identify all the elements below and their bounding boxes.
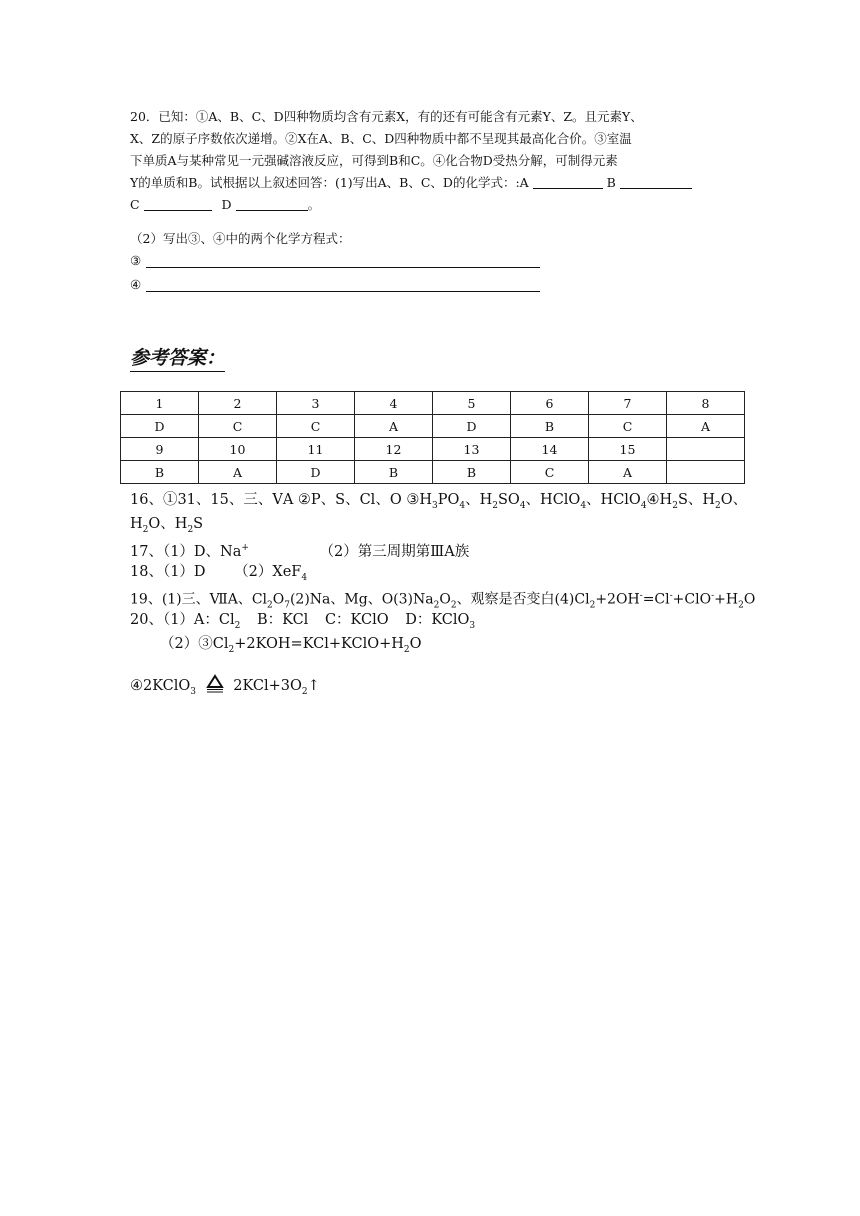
table-cell: 12 <box>355 438 433 461</box>
ans20-t1: 20、（1）A：Cl <box>130 612 235 628</box>
ans20-l2-t2: +2KOH=KCl+KClO+H <box>234 636 404 652</box>
table-cell: B <box>121 461 199 484</box>
ans20-l2-s2: 2 <box>403 644 410 655</box>
table-cell <box>667 461 745 484</box>
ans16-text-3: 、H <box>465 492 493 508</box>
ans16-l2-sub-1: 2 <box>142 524 149 535</box>
ans16-text-7: ④H <box>646 492 673 508</box>
equation-4-answer-line[interactable] <box>146 291 540 292</box>
ans16-l2-text-2: O、H <box>148 516 188 532</box>
ans16-l2-text-1: H <box>130 516 143 532</box>
table-cell: 6 <box>511 392 589 415</box>
table-cell: 8 <box>667 392 745 415</box>
ans17-text-1: 17、（1）D、Na <box>130 543 242 560</box>
ans20-l3-s1: 3 <box>190 686 197 697</box>
table-cell: C <box>199 415 277 438</box>
table-cell: 14 <box>511 438 589 461</box>
table-cell: C <box>589 415 667 438</box>
ans16-sub-8: 2 <box>715 500 721 511</box>
equation-3-marker: ③ <box>130 253 142 268</box>
table-cell: B <box>511 415 589 438</box>
ans19-sup1: - <box>639 591 643 601</box>
answer-blank-c[interactable] <box>144 196 212 211</box>
table-cell: C <box>277 415 355 438</box>
ans20-s1: 2 <box>234 620 241 631</box>
ans16-sub-7: 2 <box>672 500 678 511</box>
ans19-sup2: - <box>669 591 673 601</box>
ans16-text-9: O、 <box>720 492 748 508</box>
heat-delta-icon <box>205 674 225 694</box>
table-cell: D <box>121 415 199 438</box>
ans20-l3-t2: 2KCl+3O <box>233 678 302 694</box>
ans17-text-2: （2）第三周期第ⅢA族 <box>319 543 470 560</box>
question-20-line-4 <box>130 172 692 194</box>
ans16-sub-4: 4 <box>519 500 526 511</box>
table-cell: 15 <box>589 438 667 461</box>
table-cell: D <box>433 415 511 438</box>
ans17-sup: + <box>241 543 249 553</box>
gas-up-arrow-icon: ↑ <box>307 678 320 694</box>
ans18-text-2: （2）XeF <box>234 564 302 580</box>
ans16-l2-sub-2: 2 <box>187 524 194 535</box>
answer-blank-b[interactable] <box>620 174 692 189</box>
table-cell: 7 <box>589 392 667 415</box>
table-cell: B <box>433 461 511 484</box>
table-cell: 5 <box>433 392 511 415</box>
ans20-t3: C：KClO <box>324 612 389 628</box>
ans18-text-1: 18、（1）D <box>130 564 206 580</box>
label-d: D <box>221 197 232 212</box>
line-period: 。 <box>307 197 321 212</box>
ans16-text-8: S、H <box>677 492 716 508</box>
table-cell: 2 <box>199 392 277 415</box>
ans16-sub-6: 4 <box>640 500 647 511</box>
question-20-line-4-text: Y的单质和B。试根据以上叙述回答：(1)写出A、B、C、D的化学式：:A <box>130 175 529 190</box>
ans19-s1: 2 <box>267 600 273 611</box>
table-cell: A <box>199 461 277 484</box>
ans19-s2: 7 <box>284 600 290 611</box>
table-cell: B <box>355 461 433 484</box>
ans20-l3-s2: 2 <box>301 686 308 697</box>
answer-20-line-2 <box>160 632 422 662</box>
ans16-text-4: SO <box>497 492 520 508</box>
table-cell: 10 <box>199 438 277 461</box>
ans19-t7: =Cl <box>642 591 670 608</box>
question-20-line-2: X、Z的原子序数依次递增。②X在A、B、C、D四种物质中都不呈现其最高化合价。③室温 <box>130 131 632 146</box>
ans19-s4: 2 <box>450 600 457 611</box>
ans20-l2-s1: 2 <box>228 644 235 655</box>
ans19-t9: +H <box>714 591 739 608</box>
ans20-l3-t1: ④2KClO <box>130 678 191 694</box>
answer-20-line-3 <box>130 674 320 704</box>
ans16-text-5: 、HClO <box>525 492 581 508</box>
ans19-t6: +2OH <box>595 591 640 608</box>
table-cell: 13 <box>433 438 511 461</box>
ans19-t1: 19、(1)三、ⅦA、Cl <box>130 591 268 608</box>
ans19-s5: 2 <box>589 600 596 611</box>
table-cell: C <box>511 461 589 484</box>
table-cell: A <box>355 415 433 438</box>
ans19-t5: 、观察是否变白(4)Cl <box>456 591 590 608</box>
ans16-sub-2: 4 <box>459 500 466 511</box>
ans19-t3: (2)Na、Mg、O(3)Na <box>289 591 434 608</box>
ans16-sub-1: 3 <box>431 500 438 511</box>
ans20-t2: B：KCl <box>256 612 309 628</box>
table-cell: A <box>589 461 667 484</box>
table-cell: A <box>667 415 745 438</box>
table-row <box>121 392 745 415</box>
question-20-line-1: 20．已知：①A、B、C、D四种物质均含有元素X，有的还有可能含有元素Y、Z。且元素Y、 <box>130 109 643 124</box>
table-row <box>121 438 745 461</box>
answer-16-line-1 <box>130 488 747 518</box>
ans19-t2: O <box>272 591 285 608</box>
ans20-t4: D：KClO <box>405 612 470 628</box>
question-20-part-2: （2）写出③、④中的两个化学方程式： <box>130 231 351 246</box>
answers-heading: 参考答案： <box>130 343 225 372</box>
question-20-line-3: 下单质A与某种常见一元强碱溶液反应，可得到B和C。④化合物D受热分解，可制得元素 <box>130 153 618 168</box>
ans19-s3: 2 <box>433 600 440 611</box>
table-cell: 3 <box>277 392 355 415</box>
ans16-sub-3: 2 <box>492 500 498 511</box>
ans19-t4: O <box>439 591 451 608</box>
ans16-text-1: 16、①31、15、三、ⅤA ②P、S、Cl、O ③H <box>130 492 432 508</box>
ans19-sup3: - <box>711 591 715 601</box>
ans16-text-2: PO <box>437 492 460 508</box>
table-cell: 1 <box>121 392 199 415</box>
ans20-l2-t3: O <box>409 636 422 652</box>
label-b: B <box>606 175 616 190</box>
table-cell: 4 <box>355 392 433 415</box>
equation-4-marker: ④ <box>130 277 142 292</box>
answer-table <box>120 391 745 484</box>
question-20-line-5 <box>130 194 320 216</box>
ans20-l2-t1: （2）③Cl <box>160 636 229 652</box>
ans16-text-6: 、HClO <box>586 492 641 508</box>
ans19-t8: +ClO <box>672 591 712 608</box>
table-row <box>121 461 745 484</box>
table-cell: 11 <box>277 438 355 461</box>
ans16-l2-text-3: S <box>193 516 204 532</box>
answer-blank-a[interactable] <box>533 174 603 189</box>
table-cell <box>667 438 745 461</box>
ans16-sub-5: 4 <box>580 500 587 511</box>
ans19-s6: 2 <box>738 600 744 611</box>
table-row <box>121 415 745 438</box>
ans20-s2: 3 <box>469 620 476 631</box>
label-c: C <box>130 197 140 212</box>
answer-blank-d[interactable] <box>236 196 308 211</box>
ans19-t10: O <box>743 591 756 608</box>
table-cell: 9 <box>121 438 199 461</box>
ans18-sub: 4 <box>301 572 308 583</box>
equation-3-answer-line[interactable] <box>146 267 540 268</box>
table-cell: D <box>277 461 355 484</box>
